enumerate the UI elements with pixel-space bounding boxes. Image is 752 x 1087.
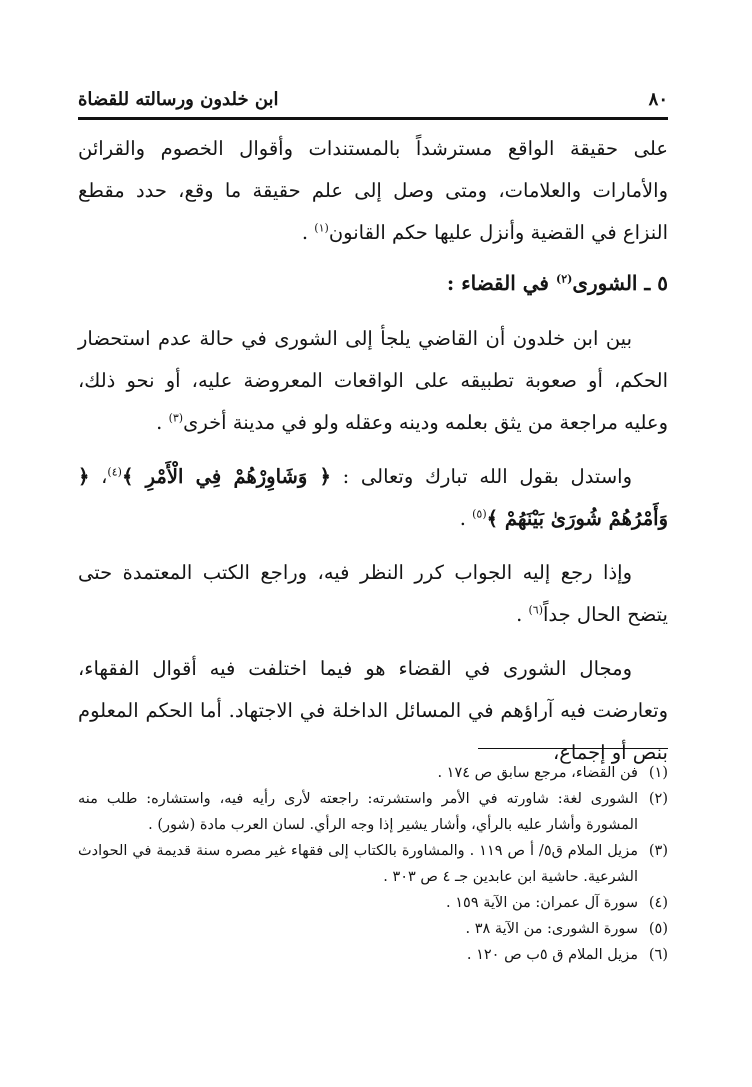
section-heading: [78, 262, 668, 304]
footnote-item: [78, 890, 668, 916]
paragraph-4-end: .: [459, 507, 473, 530]
paragraph-1-end: .: [301, 221, 315, 244]
footnote-ref-5: (٥): [472, 507, 487, 521]
paragraph-5: [78, 552, 668, 636]
footnote-item: [78, 760, 668, 786]
quran-verse-2: ﴿ وَأَمْرُهُمْ شُورَىٰ بَيْنَهُمْ ﴾: [78, 465, 668, 530]
header-rule: [78, 117, 668, 120]
page-number: ٨٠: [648, 89, 668, 110]
footnote-number: (٣): [648, 843, 668, 859]
paragraph-5-end: .: [516, 603, 529, 626]
paragraph-3: [78, 318, 668, 444]
footnote-item: [78, 786, 668, 838]
main-text: [78, 128, 668, 774]
footnote-ref-3: (٣): [168, 411, 184, 425]
footnote-number: (٤): [648, 895, 668, 911]
footnote-number: (٦): [648, 947, 668, 963]
footnote-item: [78, 838, 668, 890]
footnote-rule: [478, 748, 668, 749]
paragraph-1-text: على حقيقة الواقع مسترشداً بالمستندات وأقوال الخصوم والقرائن والأمارات والعلامات، ومتى وصل إلى علم حقيقة ما وقع، حدد مقطع النزاع في القضية وأنزل عليها حكم القانون: [78, 137, 668, 244]
footnote-item: [78, 916, 668, 942]
footnote-number: (٥): [648, 921, 668, 937]
footnote-text: مزيل الملام ق ٥ب ص ١٢٠ .: [466, 947, 638, 963]
running-title: ابن خلدون ورسالته للقضاة: [78, 89, 279, 110]
paragraph-6: ومجال الشورى في القضاء هو فيما اختلفت فيه أقوال الفقهاء، وتعارضت فيه آراؤهم في المسائل الداخلة في الاجتهاد. أما الحكم المعلوم بنص أو إجماع،: [78, 657, 668, 764]
paragraph-3-end: .: [156, 411, 169, 434]
running-header: [78, 84, 668, 110]
footnote-number: (٢): [648, 791, 668, 807]
footnote-number: (١): [648, 765, 668, 781]
paragraph-5-text: وإذا رجع إليه الجواب كرر النظر فيه، وراجع الكتب المعتمدة حتى يتضح الحال جداً: [78, 561, 668, 626]
footnote-item: [78, 942, 668, 968]
paragraph-3-text: بين ابن خلدون أن القاضي يلجأ إلى الشورى في حالة عدم استحضار الحكم، أو صعوبة تطبيقه على الواقعات المعروضة عليه، أو نحو ذلك، وعليه مراجعة من يثق بعلمه ودينه وعقله ولو في مدينة أخرى: [78, 327, 668, 434]
section-heading-title: ٥ ـ الشورى: [572, 271, 668, 295]
section-heading-rest: في القضاء :: [446, 271, 556, 295]
footnote-text: الشورى لغة: شاورته في الأمر واستشرته: راجعته لأرى رأيه فيه، واستشاره: طلب منه المشورة وأشار عليه بالرأي، وأشار يشير إذا وجه الرأي. لسان العرب مادة (شور) .: [78, 791, 638, 833]
footnote-text: سورة الشورى: من الآية ٣٨ .: [465, 921, 638, 937]
quran-verse-1: ﴿ وَشَاوِرْهُمْ فِي الْأَمْرِ ﴾: [121, 465, 331, 488]
footnote-text: مزيل الملام ق٥/ أ ص ١١٩ . والمشاورة بالكتاب إلى فقهاء غير مصره سنة قديمة في الحوادث الشرعية. حاشية ابن عابدين جـ ٤ ص ٣٠٣ .: [78, 843, 638, 885]
footnote-ref-2: (٢): [555, 272, 573, 286]
paragraph-1: [78, 128, 668, 254]
footnotes-list: [78, 760, 668, 968]
footnote-text: فن القضاء، مرجع سابق ص ١٧٤ .: [437, 765, 638, 781]
paragraph-4-intro: واستدل بقول الله تبارك وتعالى :: [330, 465, 632, 488]
footnote-ref-4: (٤): [107, 465, 122, 479]
footnote-ref-6: (٦): [528, 603, 544, 617]
verse-separator: ،: [89, 465, 108, 488]
footnote-ref-1: (١): [314, 221, 329, 235]
paragraph-4: [78, 456, 668, 540]
footnote-text: سورة آل عمران: من الآية ١٥٩ .: [446, 895, 638, 911]
book-page: [78, 0, 668, 1087]
